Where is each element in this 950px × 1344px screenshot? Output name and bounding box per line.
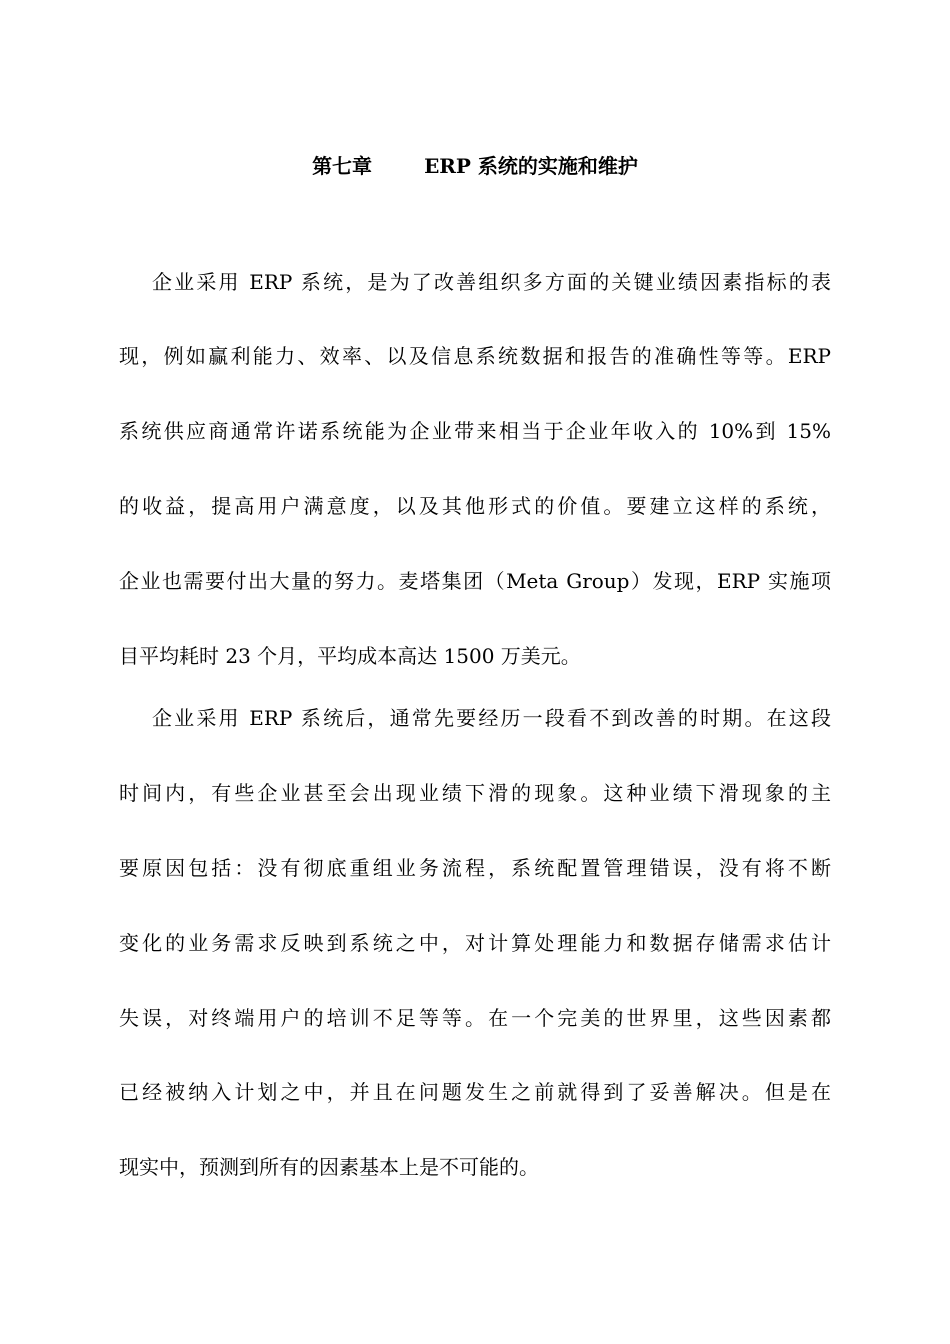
paragraph-line: 企业采用 ERP 系统，是为了改善组织多方面的关键业绩因素指标的表 bbox=[152, 270, 831, 294]
paragraph-line: 失误，对终端用户的培训不足等等。在一个完美的世界里，这些因素都 bbox=[119, 1006, 831, 1030]
paragraph-line: 系统供应商通常许诺系统能为企业带来相当于企业年收入的 10%到 15% bbox=[119, 419, 831, 443]
paragraph-line: 目平均耗时 23 个月，平均成本高达 1500 万美元。 bbox=[119, 644, 581, 668]
chapter-title: ERP 系统的实施和维护 bbox=[424, 154, 638, 178]
chapter-number: 第七章 bbox=[312, 154, 373, 178]
paragraph-line: 变化的业务需求反映到系统之中，对计算处理能力和数据存储需求估计 bbox=[119, 931, 831, 955]
paragraph-line: 要原因包括：没有彻底重组业务流程，系统配置管理错误，没有将不断 bbox=[119, 856, 831, 880]
paragraph-line: 企业采用 ERP 系统后，通常先要经历一段看不到改善的时期。在这段 bbox=[152, 706, 831, 730]
paragraph-line: 的收益，提高用户满意度，以及其他形式的价值。要建立这样的系统， bbox=[119, 494, 831, 518]
paragraph-line: 企业也需要付出大量的努力。麦塔集团（Meta Group）发现，ERP 实施项 bbox=[119, 569, 831, 593]
paragraph-line: 已经被纳入计划之中，并且在问题发生之前就得到了妥善解决。但是在 bbox=[119, 1080, 831, 1104]
paragraph-line: 时间内，有些企业甚至会出现业绩下滑的现象。这种业绩下滑现象的主 bbox=[119, 781, 831, 805]
chapter-heading bbox=[0, 152, 950, 180]
paragraph-line: 现，例如赢利能力、效率、以及信息系统数据和报告的准确性等等。ERP bbox=[119, 344, 831, 368]
paragraph-line: 现实中，预测到所有的因素基本上是不可能的。 bbox=[119, 1155, 539, 1179]
